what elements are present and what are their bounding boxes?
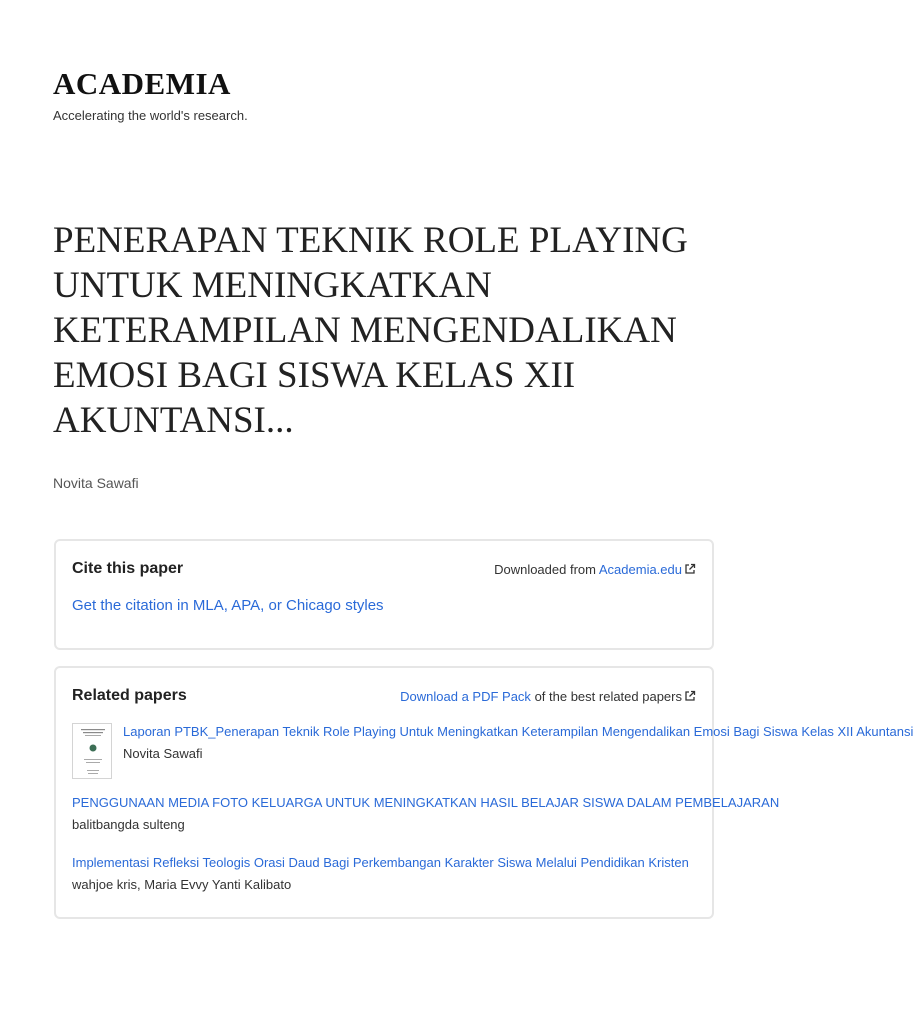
related-paper-title[interactable]: Implementasi Refleksi Teologis Orasi Daud Bagi Perkembangan Karakter Siswa Melalui Pendidikan Kristen <box>72 855 689 870</box>
related-paper-item <box>72 794 780 833</box>
related-paper-authors: wahjoe kris, Maria Evvy Yanti Kalibato <box>72 877 292 892</box>
tagline: Accelerating the world's research. <box>53 108 248 123</box>
download-pack-suffix: of the best related papers <box>534 689 682 704</box>
related-papers-card <box>54 666 913 919</box>
download-pdf-pack-link[interactable]: Download a PDF Pack <box>400 689 531 704</box>
paper-author: Novita Sawafi <box>53 475 139 491</box>
related-heading: Related papers <box>72 687 187 704</box>
downloaded-from <box>494 561 696 578</box>
brand-header <box>53 66 248 125</box>
download-pack <box>400 688 696 705</box>
academia-logo[interactable]: ACADEMIA <box>53 66 231 101</box>
related-paper-authors: Novita Sawafi <box>123 746 203 761</box>
get-citation-link[interactable]: Get the citation in MLA, APA, or Chicago styles <box>72 597 384 614</box>
related-paper-item <box>72 723 913 781</box>
related-paper-authors: balitbangda sulteng <box>72 817 185 832</box>
cite-heading: Cite this paper <box>72 560 184 577</box>
external-link-icon <box>682 689 696 704</box>
paper-title: PENERAPAN TEKNIK ROLE PLAYING UNTUK MENINGKATKAN KETERAMPILAN MENGENDALIKAN EMOSI BAGI SISWA KELAS XII AKUNTANSI... <box>53 220 688 441</box>
cite-card <box>54 539 714 650</box>
academia-edu-link[interactable]: Academia.edu <box>598 562 682 577</box>
related-paper-item <box>72 854 696 893</box>
related-paper-title[interactable]: PENGGUNAAN MEDIA FOTO KELUARGA UNTUK MENINGKATKAN HASIL BELAJAR SISWA DALAM PEMBELAJARAN <box>72 795 780 810</box>
related-paper-title[interactable]: Laporan PTBK_Penerapan Teknik Role Playing Untuk Meningkatkan Keterampilan Mengendalikan Emosi Bagi Siswa Kelas XII Akuntansi <box>123 724 913 739</box>
paper-thumbnail[interactable] <box>72 723 112 779</box>
downloaded-prefix: Downloaded from <box>494 562 596 577</box>
external-link-icon <box>682 562 696 577</box>
